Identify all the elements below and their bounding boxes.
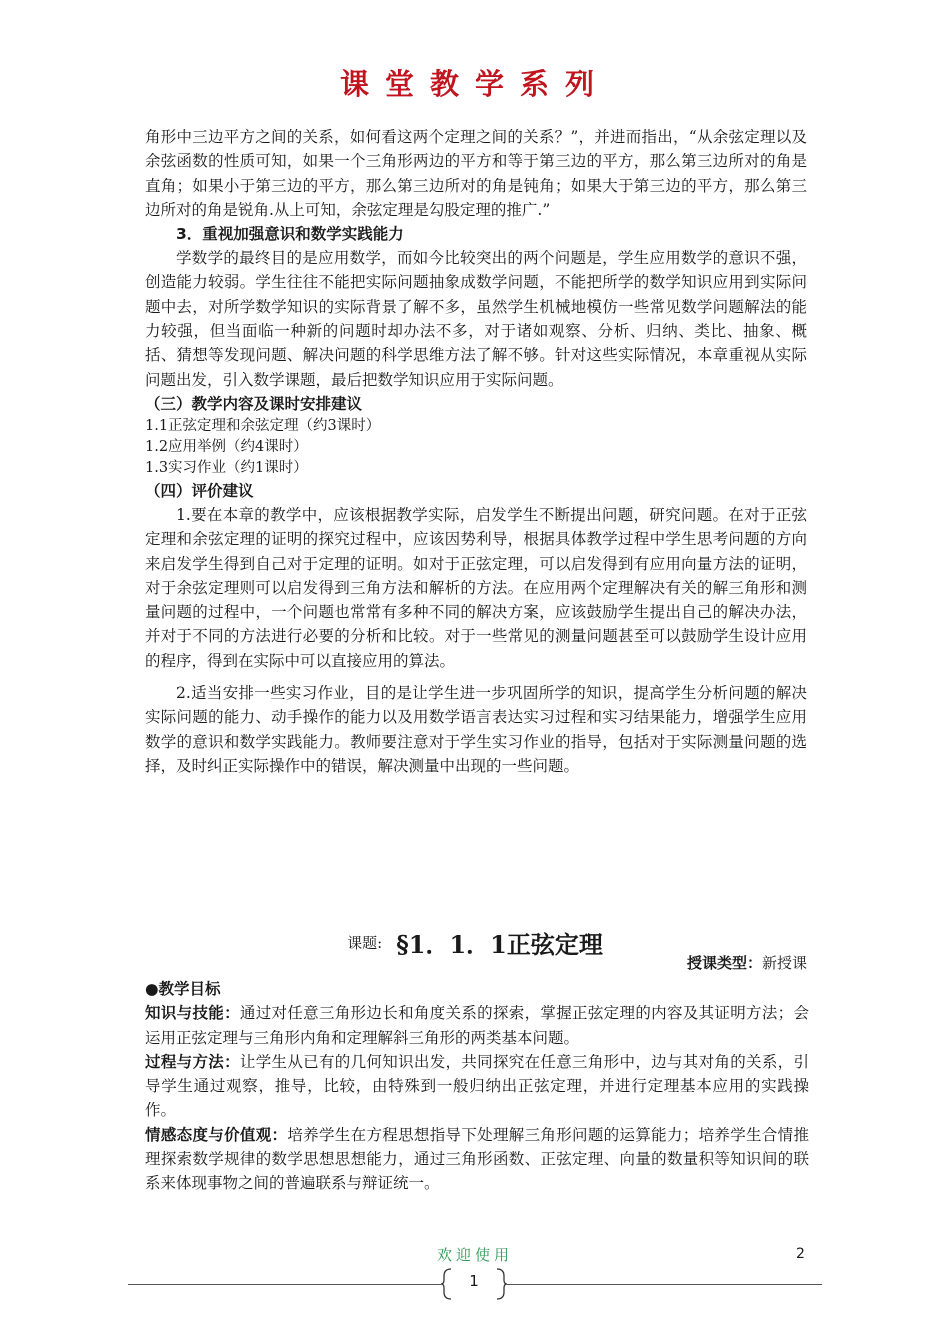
lesson-title-main: §1．1．1正弦定理 bbox=[396, 930, 603, 959]
page-header-title: 课堂教学系列 bbox=[339, 67, 610, 101]
list-item: 1.1正弦定理和余弦定理（约3课时） bbox=[145, 417, 381, 434]
objective-label: 知识与技能： bbox=[145, 1004, 240, 1023]
objective-label: 情感态度与价值观： bbox=[145, 1125, 288, 1144]
objective-text: 通过对任意三角形边长和角度关系的探索，掌握正弦定理的内容及其证明方法；会运用正弦定理与三角形内角和定理解斜三角形的两类基本问题。 bbox=[145, 1004, 809, 1047]
objectives-heading: ●教学目标 bbox=[145, 980, 221, 998]
paragraph: 2.适当安排一些实习作业，目的是让学生进一步巩固所学的知识，提高学生分析问题的解决实际问题的能力、动手操作的能力以及用数学语言表达实习过程和实习结果能力，增强学生应用数学的意识和数学实践能力。教师要注意对于学生实习作业的指导，包括对于实际测量问题的选择，及时纠正实际操作中的错误，解决测量中出现的一些问题。 bbox=[145, 684, 807, 775]
lesson-type-label: 授课类型： bbox=[686, 954, 762, 972]
footer-welcome: 欢迎使用 bbox=[436, 1246, 513, 1264]
teaching-objectives bbox=[145, 977, 809, 1196]
page-number-right: 2 bbox=[796, 1246, 805, 1262]
objective-attitude bbox=[145, 1123, 809, 1196]
lesson-title-prefix: 课题: bbox=[347, 934, 383, 952]
objective-label: 过程与方法： bbox=[145, 1052, 240, 1071]
objective-knowledge bbox=[145, 1001, 809, 1050]
lesson-title bbox=[0, 925, 950, 960]
lesson-type-value: 新授课 bbox=[761, 954, 807, 972]
paragraph: 1.要在本章的教学中，应该根据教学实际，启发学生不断提出问题，研究问题。在对于正弦定理和余弦定理的证明的探究过程中，应该因势利导，根据具体教学过程中学生思考问题的方向来启发学生得到自己对于定理的证明。如对于正弦定理，可以启发得到有应用向量方法的证明，对于余弦定理则可以启发得到三角方法和解析的方法。在应用两个定理解决有关的解三角形和测量问题的过程中，一个问题也常常有多种不同的解决方案，应该鼓励学生提出自己的解决办法，并对于不同的方法进行必要的分析和比较。对于一些常见的测量问题甚至可以鼓励学生设计应用的程序，得到在实际中可以直接应用的算法。 bbox=[145, 505, 807, 670]
lesson-type bbox=[687, 952, 807, 973]
objective-text: 培养学生在方程思想指导下处理解三角形问题的运算能力；培养学生合情推理探索数学规律的数学思想思想能力，通过三角形函数、正弦定理、向量的数量积等知识间的联系来体现事物之间的普遍联系与辩证统一。 bbox=[145, 1125, 809, 1193]
page-number-center: 1 bbox=[469, 1272, 479, 1290]
document-body bbox=[145, 125, 807, 778]
section-heading: 3．重视加强意识和数学实践能力 bbox=[176, 225, 404, 244]
list-item: 1.2应用举例（约4课时） bbox=[145, 438, 308, 455]
section-heading: （三）教学内容及课时安排建议 bbox=[145, 394, 363, 413]
paragraph: 学数学的最终目的是应用数学，而如今比较突出的两个问题是，学生应用数学的意识不强，创造能力较弱。学生往往不能把实际问题抽象成数学问题，不能把所学的数学知识应用到实际问题中去，对所学数学知识的实际背景了解不多，虽然学生机械地模仿一些常见数学问题解法的能力较强，但当面临一种新的问题时却办法不多，对于诸如观察、分析、归纳、类比、抽象、概括、猜想等发现问题、解决问题的科学思维方法了解不够。针对这些实际情况，本章重视从实际问题出发，引入数学课题，最后把数学知识应用于实际问题。 bbox=[145, 249, 807, 389]
schedule-list bbox=[145, 416, 807, 479]
objective-text: 让学生从已有的几何知识出发，共同探究在任意三角形中，边与其对角的关系，引导学生通过观察，推导，比较，由特殊到一般归纳出正弦定理，并进行定理基本应用的实践操作。 bbox=[145, 1052, 809, 1120]
list-item: 1.3实习作业（约1课时） bbox=[145, 459, 308, 476]
section-heading: （四）评价建议 bbox=[145, 481, 254, 500]
paragraph: 角形中三边平方之间的关系，如何看这两个定理之间的关系？”，并进而指出，“从余弦定理以及余弦函数的性质可知，如果一个三角形两边的平方和等于第三边的平方，那么第三边所对的角是直角；如果小于第三边的平方，那么第三边所对的角是钝角；如果大于第三边的平方，那么第三边所对的角是锐角.从上可知，余弦定理是勾股定理的推广.” bbox=[145, 128, 807, 219]
objective-process bbox=[145, 1050, 809, 1123]
